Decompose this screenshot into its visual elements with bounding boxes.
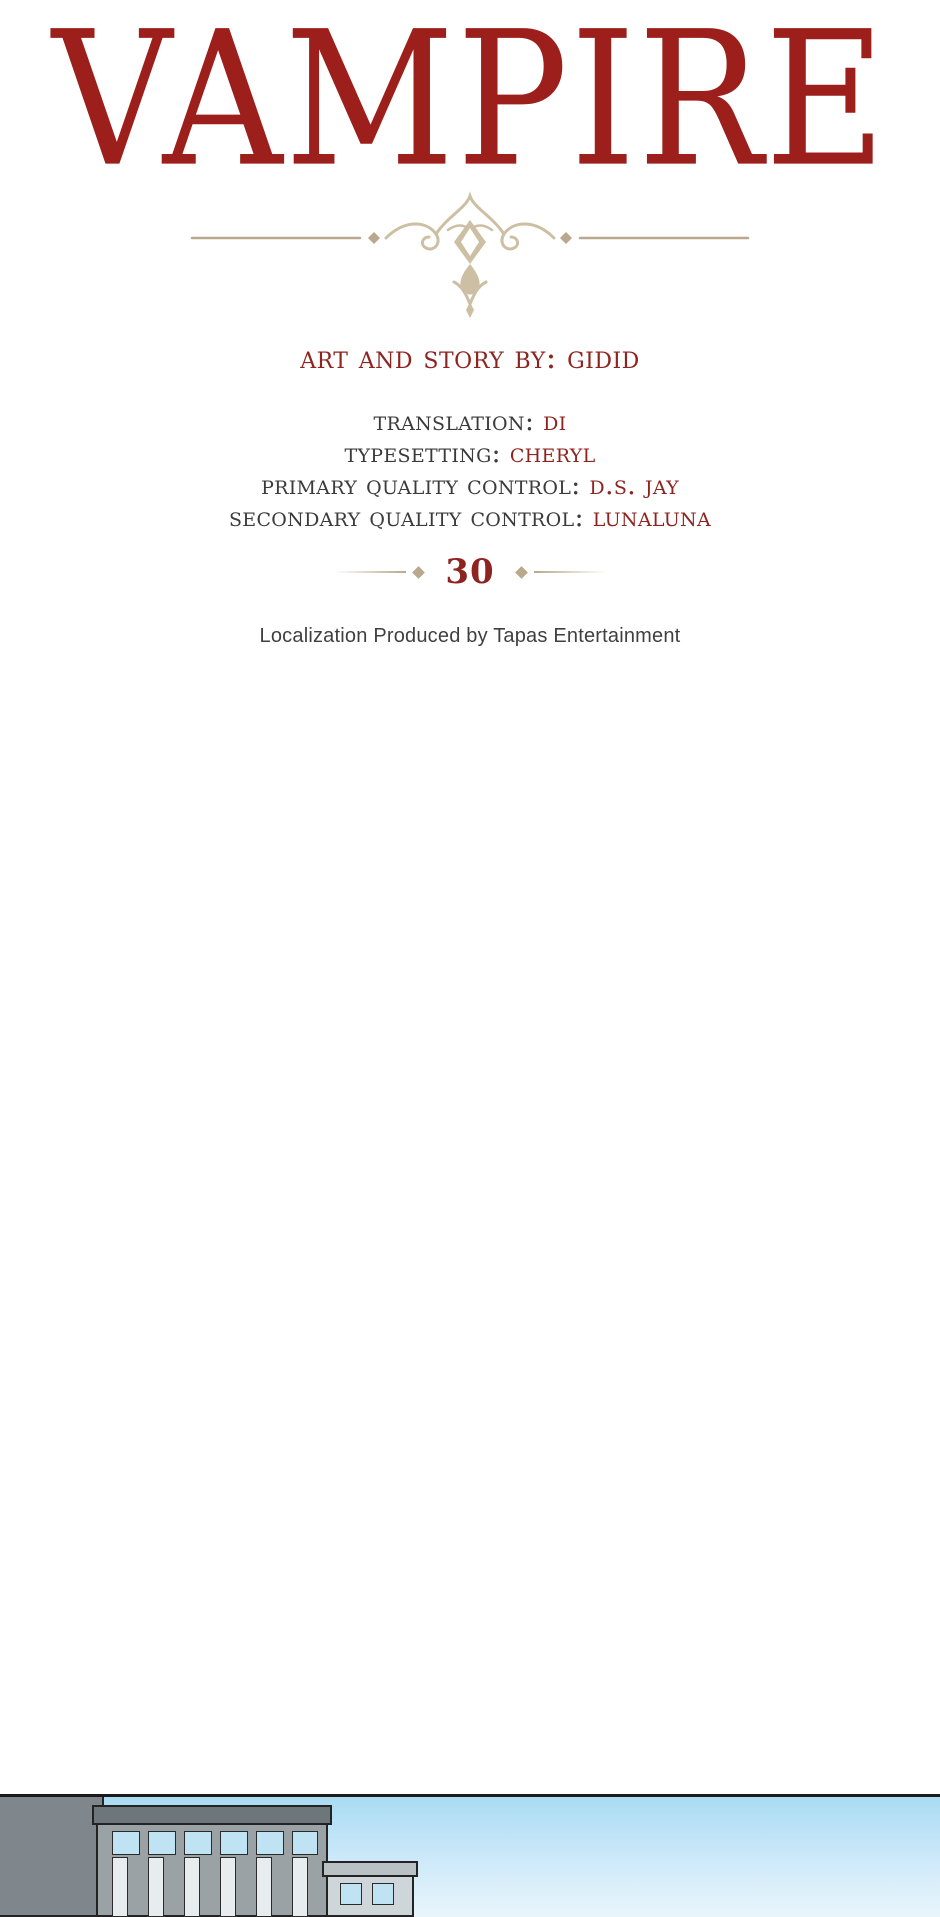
- byline: [0, 340, 940, 376]
- diamond-icon-left: [412, 566, 425, 579]
- panel-column: [148, 1857, 164, 1917]
- credit-name-translation: di: [543, 406, 567, 437]
- flourish-divider-icon: [0, 190, 940, 320]
- panel-window: [148, 1831, 176, 1855]
- credits-block: [0, 340, 940, 533]
- panel-column: [292, 1857, 308, 1917]
- panel-building-roof: [92, 1805, 332, 1825]
- credit-line-typesetting: [0, 438, 940, 470]
- episode-number: 30: [445, 552, 495, 592]
- comic-panel-top-edge: [0, 1790, 940, 1917]
- credit-name-primary-qc: d.s. jay: [589, 469, 679, 501]
- panel-window: [340, 1883, 362, 1905]
- panel-window: [112, 1831, 140, 1855]
- panel-window: [256, 1831, 284, 1855]
- credit-role-secondary-qc: secondary quality control:: [228, 501, 593, 533]
- credit-name-typesetting: cheryl: [509, 437, 596, 469]
- panel-window: [292, 1831, 318, 1855]
- credit-name-secondary-qc: lunaluna: [592, 501, 712, 533]
- panel-column: [256, 1857, 272, 1917]
- localization-note: Localization Produced by Tapas Entertainment: [259, 625, 681, 647]
- episode-number-block: [0, 552, 940, 592]
- panel-window: [372, 1883, 394, 1905]
- credit-line-primary-qc: [0, 470, 940, 502]
- credit-line-secondary-qc: [0, 502, 940, 534]
- panel-column: [112, 1857, 128, 1917]
- diamond-icon-right: [515, 566, 528, 579]
- episode-rule-left: [334, 571, 406, 573]
- panel-window: [184, 1831, 212, 1855]
- title-block: [0, 0, 940, 209]
- panel-column: [220, 1857, 236, 1917]
- panel-annex-roof: [322, 1861, 418, 1877]
- credit-role-primary-qc: primary quality control:: [261, 469, 590, 501]
- panel-column: [184, 1857, 200, 1917]
- comic-panel-art: [0, 1794, 940, 1917]
- credit-line-translation: [0, 406, 940, 438]
- byline-author: gidid: [567, 340, 640, 376]
- episode-rule-right: [534, 571, 606, 573]
- page-title: VAMPIRE: [52, 0, 888, 209]
- credit-role-translation: translation:: [373, 406, 544, 437]
- panel-building-left: [0, 1794, 104, 1917]
- panel-window: [220, 1831, 248, 1855]
- credit-role-typesetting: typesetting:: [344, 437, 510, 469]
- byline-role: art and story by:: [300, 340, 568, 376]
